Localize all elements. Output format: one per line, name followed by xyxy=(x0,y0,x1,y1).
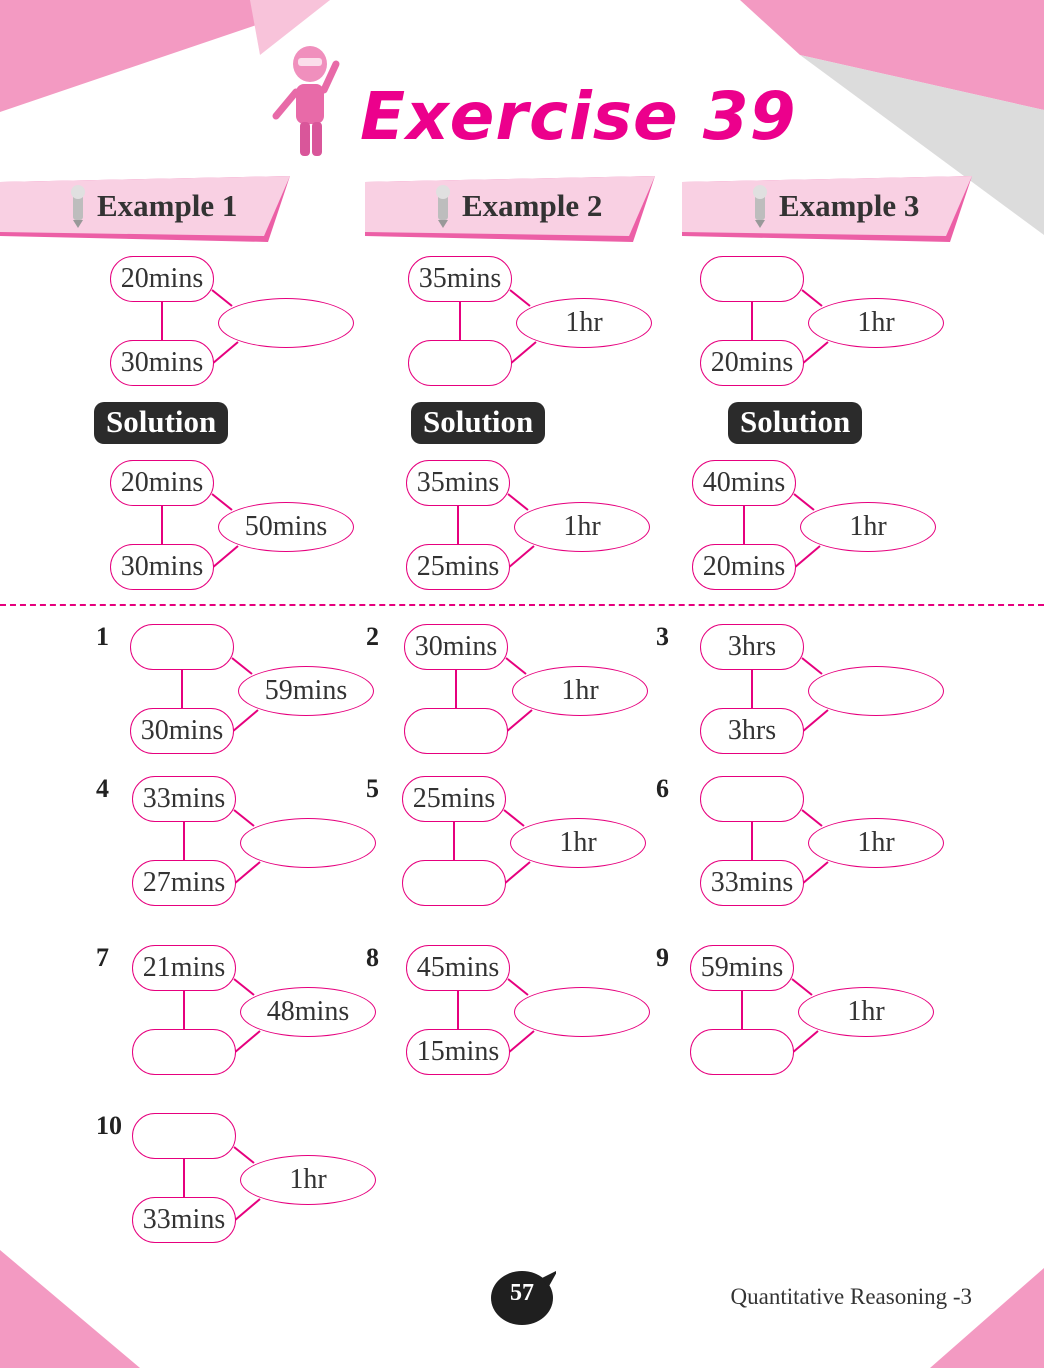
bond-whole: 1hr xyxy=(798,987,934,1037)
question-bond xyxy=(132,776,392,916)
bond-part-bottom: 15mins xyxy=(406,1029,510,1075)
exercise-title: Exercise 39 xyxy=(360,78,797,155)
question-bond xyxy=(700,624,960,764)
bond-part-top: 21mins xyxy=(132,945,236,991)
bond-whole: 1hr xyxy=(240,1155,376,1205)
bond-part-bottom: 30mins xyxy=(110,340,214,386)
example-solution-bond xyxy=(692,460,952,600)
bond-part-top: 59mins xyxy=(690,945,794,991)
pencil-mascot-icon xyxy=(64,184,90,233)
bond-whole[interactable] xyxy=(808,666,944,716)
question-number: 2 xyxy=(366,622,379,651)
example-solution-bond xyxy=(406,460,666,600)
bond-whole: 50mins xyxy=(218,502,354,552)
bond-whole: 1hr xyxy=(512,666,648,716)
bond-whole: 1hr xyxy=(808,818,944,868)
bond-part-bottom: 20mins xyxy=(692,544,796,590)
question-number: 6 xyxy=(656,774,669,803)
question-number: 3 xyxy=(656,622,669,651)
question-number: 10 xyxy=(96,1111,122,1140)
bond-whole: 1hr xyxy=(800,502,936,552)
bond-whole xyxy=(218,298,354,348)
bond-whole: 1hr xyxy=(808,298,944,348)
bond-part-bottom xyxy=(408,340,512,386)
question-bond xyxy=(690,945,950,1085)
bond-part-top: 20mins xyxy=(110,460,214,506)
book-title: Quantitative Reasoning -3 xyxy=(730,1284,972,1309)
question-bond xyxy=(404,624,664,764)
page-number: 57 xyxy=(510,1280,534,1306)
bond-part-top: 3hrs xyxy=(700,624,804,670)
bond-part-top[interactable] xyxy=(130,624,234,670)
example-label: Example 3 xyxy=(779,188,920,223)
bond-part-bottom: 33mins xyxy=(132,1197,236,1243)
bond-part-top: 40mins xyxy=(692,460,796,506)
example-question-bond xyxy=(408,256,668,396)
solution-label: Solution xyxy=(728,402,862,444)
bond-whole: 59mins xyxy=(238,666,374,716)
question-bond xyxy=(130,624,390,764)
bond-part-bottom: 27mins xyxy=(132,860,236,906)
bond-part-bottom: 20mins xyxy=(700,340,804,386)
bond-part-bottom[interactable] xyxy=(402,860,506,906)
bond-whole: 1hr xyxy=(510,818,646,868)
girl-mascot-icon xyxy=(270,42,350,167)
bond-part-top: 35mins xyxy=(406,460,510,506)
bond-part-bottom[interactable] xyxy=(404,708,508,754)
bond-whole: 1hr xyxy=(516,298,652,348)
question-bond xyxy=(132,945,392,1085)
bond-part-top: 45mins xyxy=(406,945,510,991)
bond-whole: 48mins xyxy=(240,987,376,1037)
bond-part-top: 30mins xyxy=(404,624,508,670)
question-bond xyxy=(406,945,666,1085)
question-bond xyxy=(402,776,662,916)
question-bond xyxy=(132,1113,392,1253)
question-number: 4 xyxy=(96,774,109,803)
example-solution-bond xyxy=(110,460,370,600)
question-number: 7 xyxy=(96,943,109,972)
bond-part-bottom: 33mins xyxy=(700,860,804,906)
bond-part-bottom: 25mins xyxy=(406,544,510,590)
bond-part-top: 35mins xyxy=(408,256,512,302)
bond-part-bottom: 30mins xyxy=(130,708,234,754)
bond-part-top[interactable] xyxy=(132,1113,236,1159)
bond-part-bottom: 30mins xyxy=(110,544,214,590)
example-question-bond xyxy=(110,256,370,396)
question-bond xyxy=(700,776,960,916)
pencil-mascot-icon xyxy=(746,184,772,233)
page-number-badge xyxy=(488,1268,556,1326)
question-number: 1 xyxy=(96,622,109,651)
solution-label: Solution xyxy=(411,402,545,444)
bond-part-bottom[interactable] xyxy=(132,1029,236,1075)
example-question-bond xyxy=(700,256,960,396)
bond-part-top: 33mins xyxy=(132,776,236,822)
bond-part-top: 25mins xyxy=(402,776,506,822)
question-number: 9 xyxy=(656,943,669,972)
bond-whole: 1hr xyxy=(514,502,650,552)
bond-part-top xyxy=(700,256,804,302)
question-number: 8 xyxy=(366,943,379,972)
question-number: 5 xyxy=(366,774,379,803)
bond-part-top[interactable] xyxy=(700,776,804,822)
example-label: Example 2 xyxy=(462,188,603,223)
bond-part-bottom[interactable] xyxy=(690,1029,794,1075)
bond-whole[interactable] xyxy=(514,987,650,1037)
dashed-divider xyxy=(0,604,1044,606)
bond-part-bottom: 3hrs xyxy=(700,708,804,754)
example-label: Example 1 xyxy=(97,188,238,223)
bond-whole[interactable] xyxy=(240,818,376,868)
solution-label: Solution xyxy=(94,402,228,444)
pencil-mascot-icon xyxy=(429,184,455,233)
bond-part-top: 20mins xyxy=(110,256,214,302)
